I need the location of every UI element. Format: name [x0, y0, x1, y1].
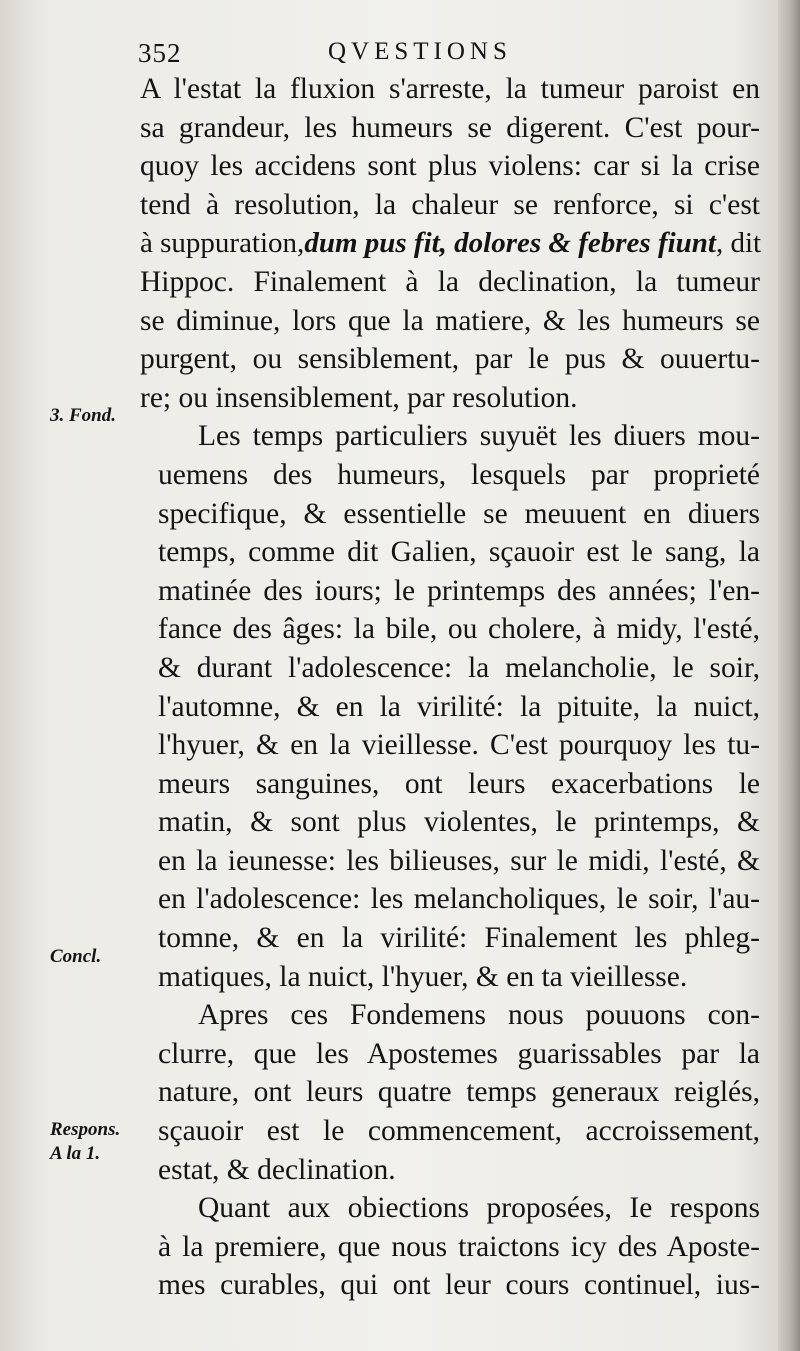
- text-line: estat, & declination.: [158, 1153, 396, 1186]
- text-line: matiques, la nuict, l'hyuer, & en ta vieillesse.: [158, 960, 688, 993]
- paragraph-1: [140, 70, 760, 417]
- text-line: mes curables, qui ont leur cours continuel, ius-: [158, 1269, 760, 1302]
- margin-note-respons: [50, 1118, 140, 1166]
- text-fragment: , dit: [716, 227, 762, 260]
- text-line: fance des âges: la bile, ou cholere, à midy, l'esté,: [158, 613, 760, 646]
- text-line: sçauoir est le commencement, accroissement,: [158, 1115, 760, 1148]
- text-line: quoy les accidens sont plus violens: car si la crise: [140, 150, 760, 183]
- text-line: re; ou insensiblement, par resolution.: [140, 381, 578, 414]
- text-line: Apres ces Fondemens nous pouuons con-: [198, 999, 760, 1032]
- margin-note-concl: Concl.: [50, 946, 102, 967]
- text-line: tomne, & en la virilité: Finalement les phleg-: [158, 922, 760, 955]
- text-line: en l'adolescence: les melancholiques, le soir, l'au-: [158, 883, 760, 916]
- text-line: tend à resolution, la chaleur se renforce, si c'est: [140, 188, 760, 221]
- page-number: 352: [138, 38, 182, 68]
- text-line: purgent, ou sensiblement, par le pus & ouuertu-: [140, 343, 760, 376]
- text-line-with-quotation: [140, 224, 760, 263]
- text-line: Les temps particuliers suyuët les diuers mou-: [198, 420, 760, 453]
- paragraph-2: [140, 417, 760, 996]
- text-line: l'automne, & en la virilité: la pituite, la nuict,: [158, 690, 760, 723]
- page-header: [138, 38, 758, 72]
- text-line: Hippoc. Finalement à la declination, la tumeur: [140, 265, 760, 298]
- body-text: [140, 70, 760, 1305]
- margin-note-respons-line2: A la 1.: [50, 1143, 101, 1164]
- text-line: en la ieunesse: les bilieuses, sur le midi, l'esté, &: [158, 844, 760, 877]
- text-line: specifique, & essentielle se meuuent en diuers: [158, 497, 760, 530]
- book-spine-shadow: [778, 0, 800, 1351]
- text-line: clurre, que les Apostemes guarissables par la: [158, 1037, 760, 1070]
- paragraph-3: [140, 996, 760, 1189]
- text-line: A l'estat la fluxion s'arreste, la tumeur paroist en: [140, 73, 760, 105]
- text-line: Quant aux obiections proposées, Ie respons: [198, 1192, 760, 1225]
- margin-note-fond: 3. Fond.: [50, 405, 116, 426]
- text-line: & durant l'adolescence: la melancholie, le soir,: [158, 651, 760, 684]
- text-line: matinée des iours; le printemps des années; l'en-: [158, 574, 760, 607]
- text-fragment: à suppuration,: [140, 227, 305, 260]
- margin-note-respons-line1: Respons.: [50, 1119, 121, 1140]
- text-line: temps, comme dit Galien, sçauoir est le sang, la: [158, 536, 760, 569]
- page-footer: [300, 1215, 500, 1255]
- text-line: se diminue, lors que la matiere, & les humeurs se: [140, 304, 760, 337]
- latin-quotation: dum pus fit, dolores & febres fiunt: [304, 227, 716, 260]
- text-line: uemens des humeurs, lesquels par proprieté: [158, 458, 760, 491]
- text-line: à la premiere, que nous traictons icy des Aposte-: [158, 1230, 760, 1263]
- running-title: QVESTIONS: [328, 38, 512, 65]
- text-line: sa grandeur, les humeurs se digerent. C'est pour-: [140, 111, 760, 144]
- text-line: l'hyuer, & en la vieillesse. C'est pourquoy les tu-: [158, 729, 760, 762]
- text-line: nature, ont leurs quatre temps generaux reiglés,: [158, 1076, 760, 1109]
- text-line: meurs sanguines, ont leurs exacerbations le: [158, 767, 760, 800]
- text-line: matin, & sont plus violentes, le printemps, &: [158, 806, 760, 839]
